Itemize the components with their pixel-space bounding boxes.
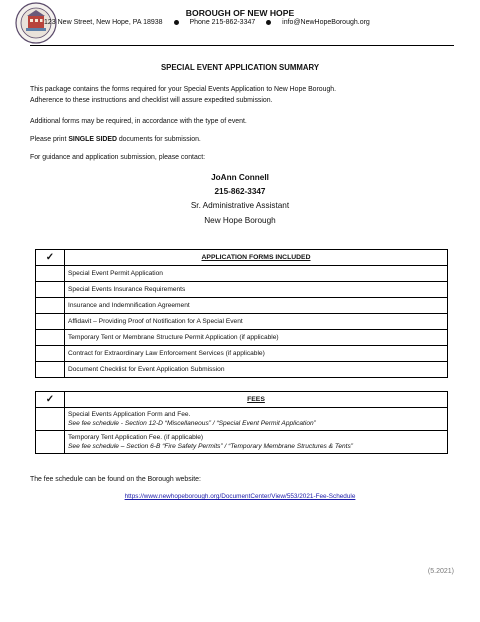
contact-role: Sr. Administrative Assistant xyxy=(190,201,290,210)
header-contact-line xyxy=(44,19,370,26)
header-phone: Phone 215-862-3347 xyxy=(189,19,256,26)
check-cell[interactable] xyxy=(36,314,65,330)
contact-org: New Hope Borough xyxy=(204,216,276,225)
document-title: SPECIAL EVENT APPLICATION SUMMARY xyxy=(160,63,320,72)
fee-reference-text: See fee schedule - Section 12-D “Miscellaneous” / “Special Event Permit Application” xyxy=(68,420,316,427)
header-address: 123 New Street, New Hope, PA 18938 xyxy=(44,19,163,26)
fee-item xyxy=(65,431,448,454)
table-row xyxy=(36,346,448,362)
guidance-note: For guidance and application submission, please contact: xyxy=(30,154,206,161)
form-item: Temporary Tent or Membrane Structure Permit Application (if applicable) xyxy=(65,330,448,346)
table-row xyxy=(36,298,448,314)
fee-item-reference xyxy=(68,442,444,451)
table-row xyxy=(36,330,448,346)
bullet-icon xyxy=(266,20,271,25)
intro-paragraph xyxy=(30,85,450,106)
table-row xyxy=(36,362,448,378)
form-item: Special Events Insurance Requirements xyxy=(65,282,448,298)
check-cell[interactable] xyxy=(36,266,65,282)
fee-reference-text: See fee schedule – Section 6-B “Fire Safety Permits” / “Temporary Membrane Structures & Tents” xyxy=(68,443,353,450)
form-item: Document Checklist for Event Application Submission xyxy=(65,362,448,378)
revision-date: (5.2021) xyxy=(427,568,454,575)
print-emphasis: SINGLE SIDED xyxy=(68,136,117,143)
contact-name: JoAnn Connell xyxy=(211,173,269,182)
bullet-icon xyxy=(174,20,179,25)
check-cell[interactable] xyxy=(36,431,65,454)
table-header-row xyxy=(36,250,448,266)
forms-heading: APPLICATION FORMS INCLUDED xyxy=(65,250,448,266)
header-email[interactable]: info@NewHopeBorough.org xyxy=(282,19,370,26)
check-cell[interactable] xyxy=(36,362,65,378)
borough-name: BOROUGH OF NEW HOPE xyxy=(185,8,295,18)
check-cell[interactable] xyxy=(36,408,65,431)
table-row xyxy=(36,431,448,454)
form-item: Special Event Permit Application xyxy=(65,266,448,282)
additional-forms-note: Additional forms may be required, in accordance with the type of event. xyxy=(30,118,247,125)
print-instructions xyxy=(30,135,450,146)
table-row xyxy=(36,282,448,298)
fee-item-reference xyxy=(68,419,444,428)
fee-schedule-note: The fee schedule can be found on the Borough website: xyxy=(30,476,201,483)
fees-heading: FEES xyxy=(65,392,448,408)
intro-line-1: This package contains the forms required for your Special Events Application to New Hope Borough. xyxy=(30,86,337,93)
print-text-end: documents for submission. xyxy=(116,136,201,143)
table-row xyxy=(36,266,448,282)
checkmark-icon: ✓ xyxy=(36,392,65,408)
fees-table xyxy=(35,391,448,454)
check-cell[interactable] xyxy=(36,346,65,362)
table-header-row xyxy=(36,392,448,408)
application-forms-table xyxy=(35,249,448,378)
fee-schedule-link[interactable]: https://www.newhopeborough.org/DocumentCenter/View/553/2021-Fee-Schedule xyxy=(124,493,356,500)
form-item: Affidavit – Providing Proof of Notification for A Special Event xyxy=(65,314,448,330)
fee-item-title: Temporary Tent Application Fee. (if applicable) xyxy=(68,434,204,441)
fee-item-title: Special Events Application Form and Fee. xyxy=(68,411,191,418)
table-row xyxy=(36,314,448,330)
contact-phone: 215-862-3347 xyxy=(214,187,266,196)
table-row xyxy=(36,408,448,431)
header-divider xyxy=(30,45,454,46)
checkmark-icon: ✓ xyxy=(36,250,65,266)
form-item: Contract for Extraordinary Law Enforcement Services (if applicable) xyxy=(65,346,448,362)
check-cell[interactable] xyxy=(36,298,65,314)
fee-item xyxy=(65,408,448,431)
check-cell[interactable] xyxy=(36,330,65,346)
print-text: Please print xyxy=(30,136,69,143)
intro-line-2: Adherence to these instructions and checklist will assure expedited submission. xyxy=(30,96,273,104)
check-cell[interactable] xyxy=(36,282,65,298)
form-item: Insurance and Indemnification Agreement xyxy=(65,298,448,314)
